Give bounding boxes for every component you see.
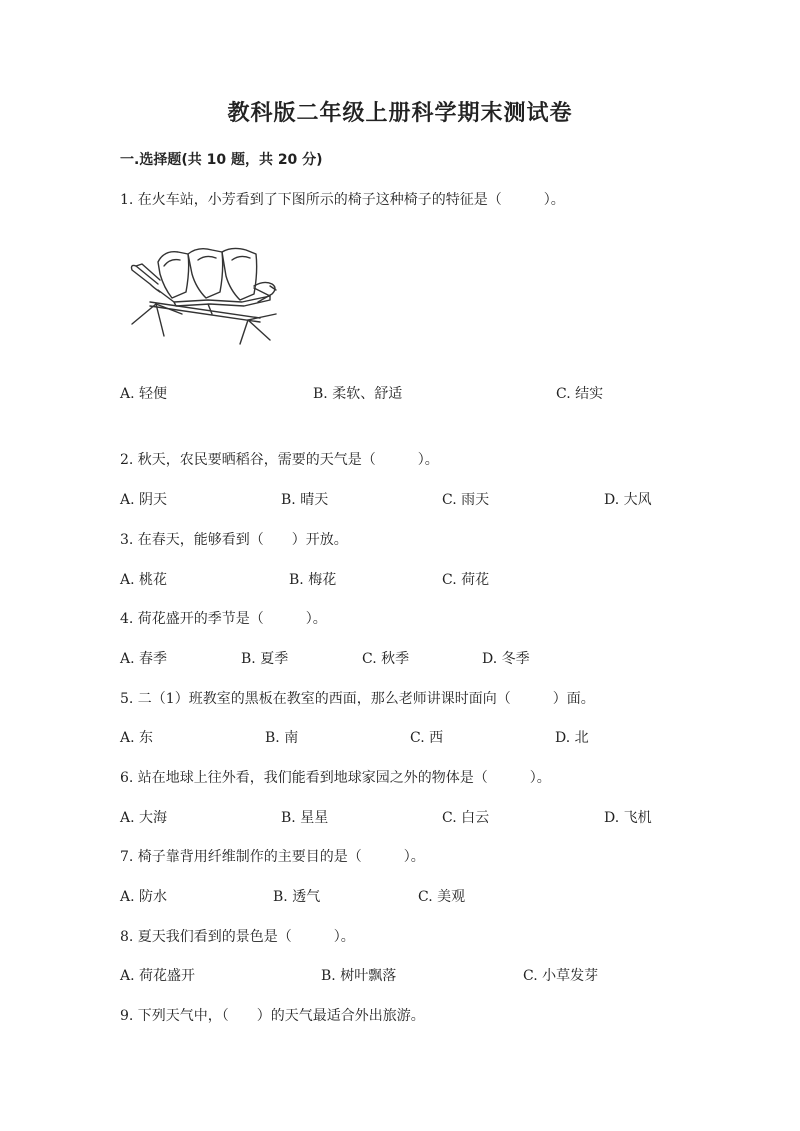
q7-option-a[interactable]: A. 防水	[120, 889, 168, 905]
question-3: 3. 在春天，能够看到（ ）开放。	[120, 532, 348, 548]
q8-option-c[interactable]: C. 小草发芽	[523, 968, 599, 984]
q8-option-a[interactable]: A. 荷花盛开	[120, 968, 196, 984]
q6-option-d[interactable]: D. 飞机	[604, 810, 652, 826]
q3-option-a[interactable]: A. 桃花	[120, 572, 168, 588]
q7-option-b[interactable]: B. 透气	[273, 889, 321, 905]
q3-option-b[interactable]: B. 梅花	[289, 572, 337, 588]
q4-option-b[interactable]: B. 夏季	[241, 651, 289, 667]
q1-option-c[interactable]: C. 结实	[556, 386, 604, 402]
q5-option-c[interactable]: C. 西	[410, 730, 444, 746]
q5-option-d[interactable]: D. 北	[555, 730, 589, 746]
q1-option-b[interactable]: B. 柔软、舒适	[313, 386, 403, 402]
section-title: 一.选择题(共 10 题，共 20 分)	[120, 152, 323, 168]
question-2: 2. 秋天，农民要晒稻谷，需要的天气是（ ）。	[120, 452, 439, 468]
q8-option-b[interactable]: B. 树叶飘落	[321, 968, 397, 984]
question-9: 9. 下列天气中，（ ）的天气最适合外出旅游。	[120, 1008, 425, 1024]
question-5: 5. 二（1）班教室的黑板在教室的西面，那么老师讲课时面向（ ）面。	[120, 691, 595, 707]
q4-option-d[interactable]: D. 冬季	[482, 651, 530, 667]
question-6: 6. 站在地球上往外看，我们能看到地球家园之外的物体是（ ）。	[120, 770, 551, 786]
q2-option-c[interactable]: C. 雨天	[442, 492, 490, 508]
page-title: 教科版二年级上册科学期末测试卷	[227, 101, 573, 126]
q5-option-b[interactable]: B. 南	[265, 730, 299, 746]
question-8: 8. 夏天我们看到的景色是（ ）。	[120, 929, 355, 945]
q3-option-c[interactable]: C. 荷花	[442, 572, 490, 588]
q6-option-c[interactable]: C. 白云	[442, 810, 490, 826]
question-4: 4. 荷花盛开的季节是（ ）。	[120, 611, 327, 627]
question-7: 7. 椅子靠背用纤维制作的主要目的是（ ）。	[120, 849, 425, 865]
q4-option-c[interactable]: C. 秋季	[362, 651, 410, 667]
q2-option-b[interactable]: B. 晴天	[281, 492, 329, 508]
question-1: 1. 在火车站，小芳看到了下图所示的椅子这种椅子的特征是（ ）。	[120, 192, 565, 208]
q2-option-d[interactable]: D. 大风	[604, 492, 652, 508]
q6-option-b[interactable]: B. 星星	[281, 810, 329, 826]
q7-option-c[interactable]: C. 美观	[418, 889, 466, 905]
waiting-chair-illustration	[120, 240, 285, 355]
q4-option-a[interactable]: A. 春季	[120, 651, 168, 667]
q1-option-a[interactable]: A. 轻便	[120, 386, 168, 402]
q5-option-a[interactable]: A. 东	[120, 730, 154, 746]
q6-option-a[interactable]: A. 大海	[120, 810, 168, 826]
q2-option-a[interactable]: A. 阴天	[120, 492, 168, 508]
